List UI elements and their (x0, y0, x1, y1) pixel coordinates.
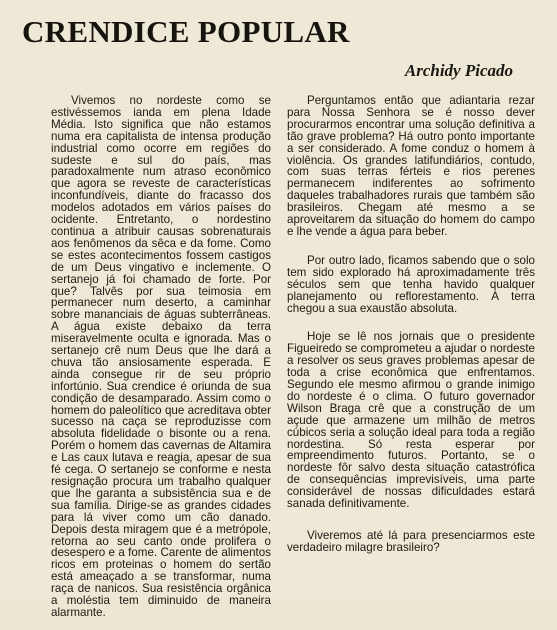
paragraph: Por outro lado, ficamos sabendo que o solo tem sido explorado há aproximadamente três séculos sem que tenha havido qualquer planejamento ou reflorestamento. A terra chegou a sua exaustão absoluta. (287, 253, 535, 315)
paragraph: Viveremos até lá para presenciarmos este verdadeiro milagre brasileiro? (287, 529, 535, 554)
right-column (287, 95, 535, 565)
article-author: Archidy Picado (404, 61, 513, 80)
paragraph: Vivemos no nordeste como se estivéssemos ianda em plena Idade Média. Isto significa que não estamos numa era capitalista de intensa produção industrial como ocorre em regiões do sudeste e sul do país, mas paradoxalmente num atraso econômico que agora se reveste de características inconfundíveis, diante do fracasso dos modelos adotados em vários países do ocidente. Entretanto, o nordestino continua a atribuir causas sobrenaturais aos fenômenos da sêca e da fome. Como se estes acontecimentos fossem castigos de um Deus vingativo e inclemente. O sertanejo já foi chamado de forte. Por que? Talvês por sua teimosia em permanecer num deserto, a caminhar sobre mananciais de águas subterrâneas. A água existe debaixo da terra miseravelmente oculta e ignorada. Mas o sertanejo crê num Deus que lhe dará a chuva tão ansiosamente esperada. E ainda consegue rir de seu próprio infortúnio. Sua crendice é oriunda de sua condição de desamparado. Assim como o homem do paleolítico que acreditava obter sucesso na caça se reproduzisse com absoluta fidelidade o bisonte ou a rena. Porém o homem das cavernas de Altamira e Las caux lutava e reagia, apesar de sua fé cega. O sertanejo se conforme e nesta resignação procura um trabalho qualquer que lhe garanta a subsistência sua e de sua família. Dirige-se as grandes cidades para lá viver como um cão danado. Depois desta miragem que é a metrópole, retorna ao seu canto onde prolifera o desespero e a fome. Carente de alimentos ricos em proteinas o homem do sertão está ameaçado a se transformar, numa raça de nanicos. Sua resistência orgânica a moléstia tem diminuido de maneira alarmante. (51, 94, 271, 619)
paragraph: Perguntamos então que adiantaria rezar para Nossa Senhora se é nosso dever procurarmos encontrar uma solução definitiva a tão grave problema? Há outro ponto importante a ser considerado. A fome conduz o homem à violência. Os grandes latifundiários, contudo, com suas terras férteis e rios perenes permanecem indiferentes ao sofrimento daqueles trabalhadores rurais que também são brasileiros. Chegam até mesmo a se aproveitarem da situação do homem do campo e lhe vende a água para beber. (287, 94, 535, 238)
article-title: CRENDICE POPULAR (22, 14, 350, 49)
paragraph: Hoje se lê nos jornais que o presidente Figueiredo se comprometeu a ajudar o nordeste a resolver os seus graves problemas apesar de toda a crise econômica que enfrentamos. Segundo ele mesmo afirmou o grande inimigo do nordeste é o clima. O futuro governador Wilson Braga crê que a construção de um açude que armazene um milhão de metros cúbicos seria a solução ideal para toda a região nordestina. Só resta esperar por empreendimento futuros. Portanto, se o nordeste fôr salvo desta situação catastrófica de consequências imprevisíveis, uma parte considerável de nossas dificuldades estará sanada definitivamente. (287, 330, 535, 511)
left-column (51, 95, 271, 630)
